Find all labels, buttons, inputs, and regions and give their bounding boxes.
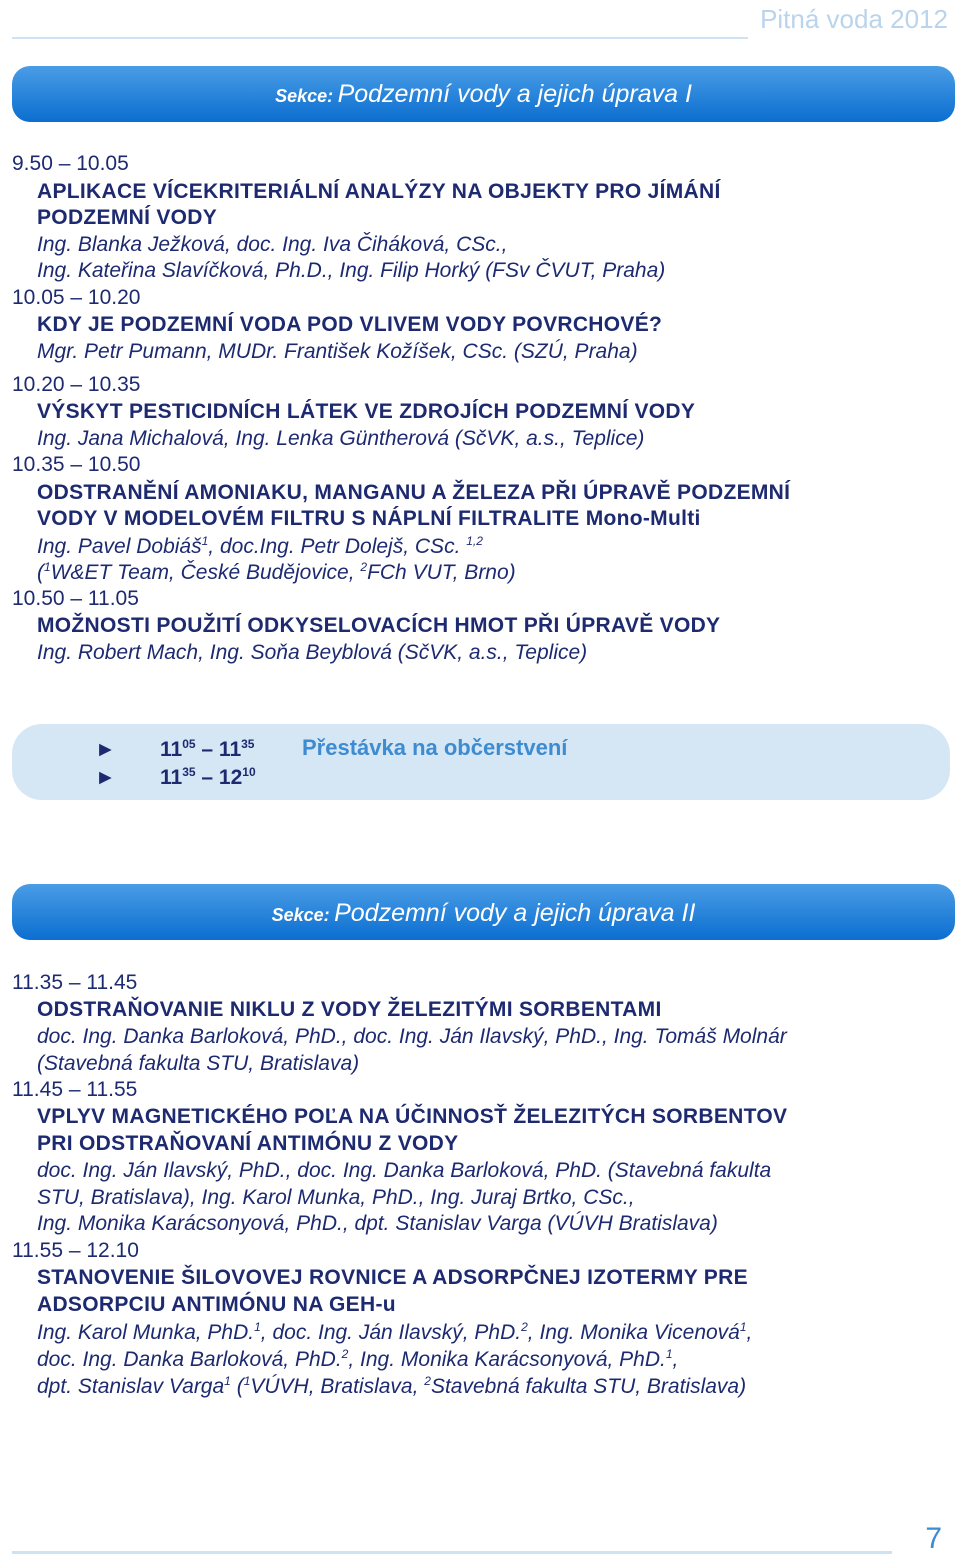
- talk-authors: doc. Ing. Ján Ilavský, PhD., doc. Ing. Danka Barloková, PhD. (Stavebná fakulta: [37, 1159, 772, 1182]
- talk-authors: Ing. Jana Michalová, Ing. Lenka Güntherová (SčVK, a.s., Teplice): [37, 427, 645, 450]
- talk-authors: Mgr. Petr Pumann, MUDr. František Kožíšek, CSc. (SZÚ, Praha): [37, 340, 638, 363]
- break-time-row: ► $11^{05} - 11^{35}$: [95, 737, 255, 761]
- arrow-right-icon: ►: [95, 738, 116, 761]
- talk-time: 10.35 – 10.50: [12, 453, 141, 476]
- talk-title-line: PRI ODSTRAŇOVANÍ ANTIMÓNU Z VODY: [37, 1132, 459, 1155]
- talk-title-line: MOŽNOSTI POUŽITÍ ODKYSELOVACÍCH HMOT PŘI ÚPRAVĚ VODY: [37, 614, 721, 637]
- header-title: Pitná voda 2012: [760, 4, 948, 34]
- header-rule: [12, 37, 748, 39]
- talk-authors: Ing. Pavel Dobiáš$^1$, doc.Ing. Petr Dolejš, CSc. $^{1,2}$: [37, 534, 483, 558]
- talk-time: 9.50 – 10.05: [12, 152, 129, 175]
- talk-time: 11.35 – 11.45: [12, 971, 138, 994]
- page-number: 7: [925, 1522, 942, 1555]
- talk-authors: Ing. Karol Munka, PhD.$^1$, doc. Ing. Ján Ilavský, PhD.$^2$, Ing. Monika Vicenová$^1$,: [37, 1320, 753, 1344]
- talk-title-line: ODSTRANĚNÍ AMONIAKU, MANGANU A ŽELEZA PŘI ÚPRAVĚ PODZEMNÍ: [37, 481, 791, 504]
- talk-title-line: VÝSKYT PESTICIDNÍCH LÁTEK VE ZDROJÍCH PODZEMNÍ VODY: [37, 400, 696, 423]
- talk-title-line: VODY V MODELOVÉM FILTRU S NÁPLNÍ FILTRALITE Mono-Multi: [37, 507, 701, 530]
- talk-title-line: APLIKACE VÍCEKRITERIÁLNÍ ANALÝZY NA OBJEKTY PRO JÍMÁNÍ: [37, 180, 721, 203]
- talk-time: 11.45 – 11.55: [12, 1078, 138, 1101]
- section-banner-2: [12, 884, 955, 940]
- break-time-row: ► $11^{35} - 12^{10}$: [95, 765, 256, 789]
- talk-authors: doc. Ing. Danka Barloková, PhD., doc. Ing. Ján Ilavský, PhD., Ing. Tomáš Molnár: [37, 1025, 787, 1048]
- talk-authors: Ing. Kateřina Slavíčková, Ph.D., Ing. Filip Horký (FSv ČVUT, Praha): [37, 259, 666, 282]
- talk-title-line: ODSTRAŇOVANIE NIKLU Z VODY ŽELEZITÝMI SORBENTAMI: [37, 998, 662, 1021]
- section-title: Podzemní vody a jejich úprava II: [334, 899, 696, 927]
- talk-affiliation: ($^1$W&ET Team, České Budějovice, $^2$FCh VUT, Brno): [37, 560, 516, 584]
- talk-authors: doc. Ing. Danka Barloková, PhD.$^2$, Ing. Monika Karácsonyová, PhD.$^1$,: [37, 1347, 679, 1371]
- talk-title-line: KDY JE PODZEMNÍ VODA POD VLIVEM VODY POVRCHOVÉ?: [37, 313, 663, 336]
- section-label: Sekce:: [275, 86, 334, 106]
- talk-authors: Ing. Robert Mach, Ing. Soňa Beyblová (SčVK, a.s., Teplice): [37, 641, 588, 664]
- talk-authors: dpt. Stanislav Varga$^1$ ($^1$VÚVH, Bratislava, $^2$Stavebná fakulta STU, Bratislava): [37, 1374, 747, 1398]
- talk-title-line: STANOVENIE ŠILOVOVEJ ROVNICE A ADSORPČNEJ IZOTERMY PRE: [37, 1266, 748, 1289]
- talk-time: 11.55 – 12.10: [12, 1239, 139, 1262]
- section-label: Sekce:: [271, 905, 330, 925]
- talk-authors: (Stavebná fakulta STU, Bratislava): [37, 1052, 360, 1075]
- break-label: Přestávka na občerstvení: [302, 735, 568, 760]
- talk-authors: Ing. Blanka Ježková, doc. Ing. Iva Čiháková, CSc.,: [37, 233, 508, 256]
- talk-title-line: VPLYV MAGNETICKÉHO POĽA NA ÚČINNOSŤ ŽELEZITÝCH SORBENTOV: [37, 1105, 788, 1128]
- section-title: Podzemní vody a jejich úprava I: [337, 80, 692, 108]
- talk-time: 10.50 – 11.05: [12, 587, 139, 610]
- talk-authors: Ing. Monika Karácsonyová, PhD., dpt. Stanislav Varga (VÚVH Bratislava): [37, 1212, 718, 1235]
- talk-authors: STU, Bratislava), Ing. Karol Munka, PhD., Ing. Juraj Brtko, CSc.,: [37, 1186, 635, 1209]
- talk-time: 10.20 – 10.35: [12, 373, 141, 396]
- footer-rule: [12, 1551, 892, 1554]
- section-banner-1: [12, 66, 955, 122]
- talk-time: 10.05 – 10.20: [12, 286, 141, 309]
- talk-title-line: ADSORPCIU ANTIMÓNU NA GEH-u: [37, 1293, 396, 1316]
- talk-title-line: PODZEMNÍ VODY: [37, 206, 218, 229]
- arrow-right-icon: ►: [95, 766, 116, 789]
